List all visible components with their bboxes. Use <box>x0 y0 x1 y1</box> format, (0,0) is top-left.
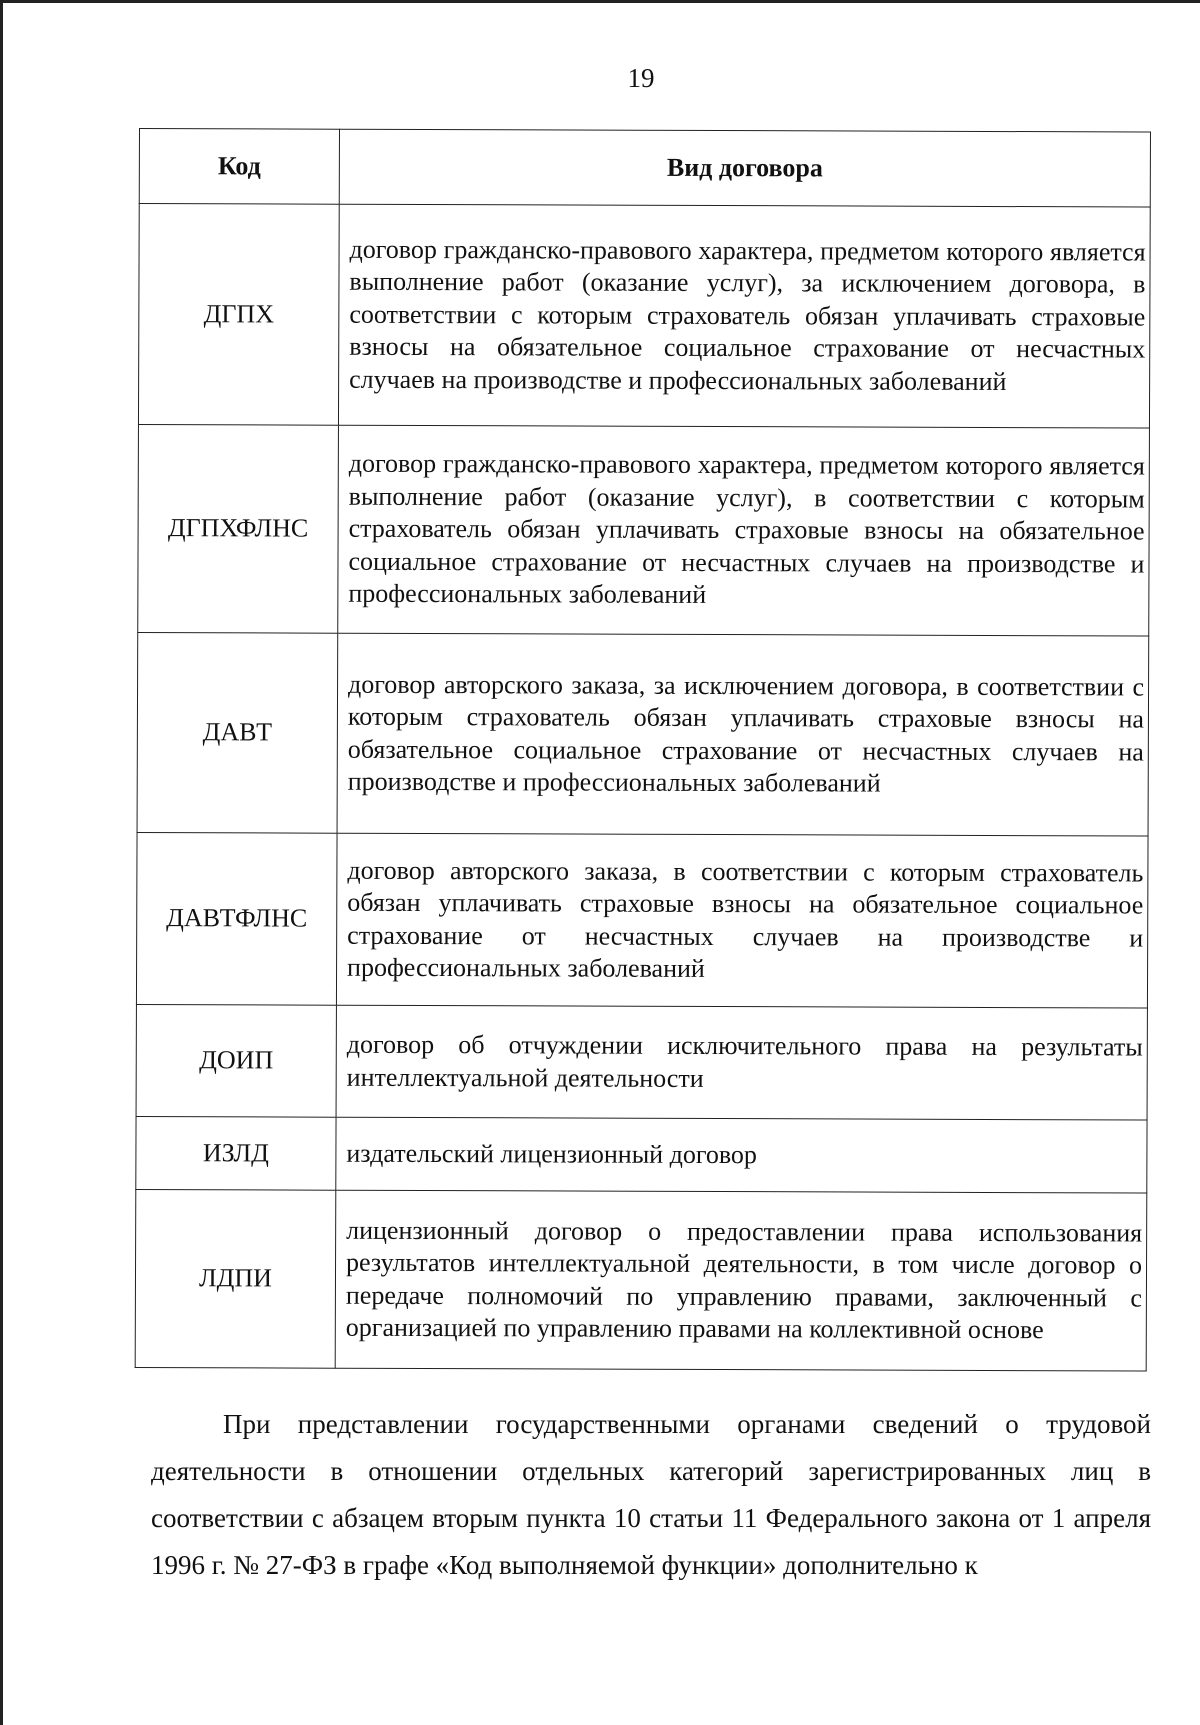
row-description: договор гражданско-правового характера, предметом которого является выполнение работ (оказание услуг), в соответствии с которым страхователь обязан уплачивать страховые взносы на обязательное социальное страхование от несчастных случаев на производстве и профессиональных заболеваний <box>338 425 1150 636</box>
row-code: ДАВТ <box>137 632 338 833</box>
row-description: договор гражданско-правового характера, предметом которого является выполнение работ (оказание услуг), за исключением договора, в соответствии с которым страхователь обязан уплачивать страховые взносы на обязательное социальное страхование от несчастных случаев на производстве и профессиональных заболеваний <box>338 204 1150 428</box>
row-code: ДГПХФЛНС <box>138 424 339 633</box>
table-header-row <box>139 129 1150 208</box>
row-description: договор об отчуждении исключительного права на результаты интеллектуальной деятельности <box>336 1005 1147 1120</box>
row-description: договор авторского заказа, в соответствии с которым страхователь обязан уплачивать страховые взносы на обязательное социальное страхование от несчастных случаев на производстве и профессиональных заболеваний <box>336 833 1148 1008</box>
table-row <box>135 1189 1147 1371</box>
table-row <box>136 832 1148 1008</box>
row-description: договор авторского заказа, за исключением договора, в соответствии с которым страхователь обязан уплачивать страховые взносы на обязательное социальное страхование от несчастных случаев на производстве и профессиональных заболеваний <box>337 633 1149 836</box>
page-number: 19 <box>627 63 655 93</box>
header-code: Код <box>139 129 339 205</box>
row-code: ДГПХ <box>138 204 339 426</box>
row-code: ЛДПИ <box>135 1189 336 1368</box>
row-code: ДОИП <box>136 1004 336 1117</box>
row-description: издательский лицензионный договор <box>336 1117 1147 1193</box>
table-row <box>138 204 1150 429</box>
row-code: ДАВТФЛНС <box>136 832 337 1005</box>
table-row <box>137 632 1149 836</box>
table-row <box>136 1116 1147 1193</box>
header-contract-type: Вид договора <box>339 129 1150 207</box>
row-description: лицензионный договор о предоставлении права использования результатов интеллектуальной деятельности, в том числе договор о передаче полномочий по управлению правами, заключенный с организацией по управлению правами на коллективной основе <box>335 1190 1147 1371</box>
contract-types-table <box>135 128 1151 1372</box>
table-row <box>138 424 1150 636</box>
row-code: ИЗЛД <box>136 1116 336 1190</box>
table-row <box>136 1004 1147 1120</box>
body-paragraph: При представлении государственными органами сведений о трудовой деятельности в отношении отдельных категорий зарегистрированных лиц в соответствии с абзацем вторым пункта 10 статьи 11 Федерального закона от 1 апреля 1996 г. № 27-ФЗ в графе «Код выполняемой функции» дополнительно к <box>151 1409 1151 1580</box>
